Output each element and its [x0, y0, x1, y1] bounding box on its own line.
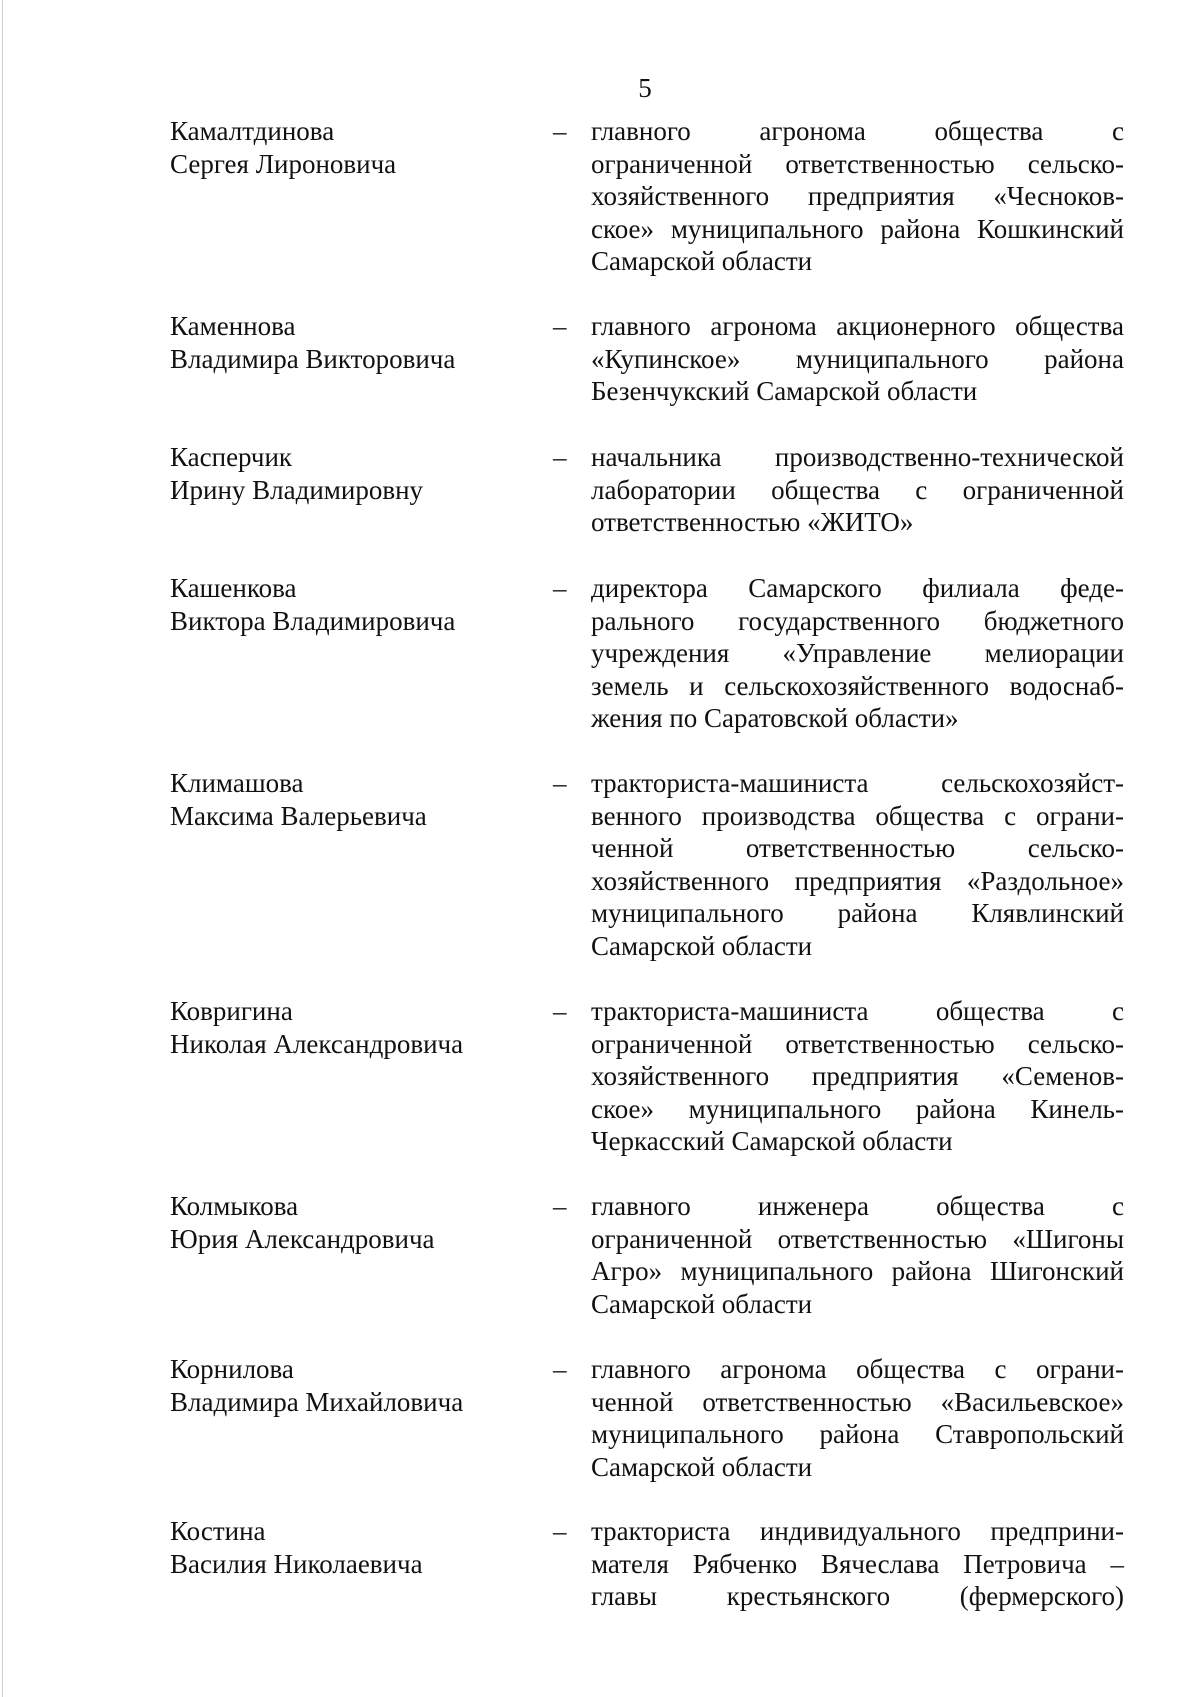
person-name [170, 1190, 530, 1255]
person-surname: Колмыкова [170, 1191, 299, 1221]
person-surname: Каменнова [170, 311, 296, 341]
person-name [170, 995, 530, 1060]
dash-separator: – [553, 996, 567, 1026]
person-surname: Камалтдинова [170, 116, 335, 146]
description-line: ченной ответственностью сельско- [591, 833, 1124, 863]
position-description [591, 995, 1124, 1158]
person-surname: Климашова [170, 768, 304, 798]
description-line: начальника производственно-технической [591, 442, 1124, 472]
person-name [170, 310, 530, 375]
person-surname: Касперчик [170, 442, 293, 472]
person-name [170, 572, 530, 637]
person-surname: Корнилова [170, 1354, 294, 1384]
position-description [591, 1353, 1124, 1483]
person-given-name: Василия Николаевича [170, 1548, 423, 1579]
dash-separator: – [553, 573, 567, 603]
description-line: ограниченной ответственностью сельско- [591, 148, 1124, 179]
description-line: ограниченной ответственностью сельско- [591, 1028, 1124, 1059]
description-line: Агро» муниципального района Шигонский [591, 1256, 1124, 1286]
person-given-name: Николая Александровича [170, 1028, 464, 1059]
description-line: главного инженера общества с [591, 1191, 1124, 1221]
description-line: ское» муниципального района Кошкинский [591, 213, 1124, 244]
position-description [591, 1190, 1124, 1320]
person-surname: Костина [170, 1516, 266, 1546]
description-line: Самарской области [591, 1288, 813, 1319]
person-name [170, 767, 530, 832]
person-given-name: Виктора Владимировича [170, 605, 456, 636]
description-line: Безенчукский Самарской области [591, 376, 978, 406]
dash-separator: – [553, 311, 567, 341]
person-name [170, 1515, 530, 1580]
description-line: рального государственного бюджетного [591, 605, 1124, 636]
person-given-name: Юрия Александровича [170, 1223, 435, 1254]
person-surname: Кашенкова [170, 573, 297, 603]
page-number: 5 [638, 73, 652, 103]
person-given-name: Владимира Михайловича [170, 1386, 464, 1417]
description-line: тракториста индивидуального предприни- [591, 1516, 1124, 1546]
description-line: Самарской области [591, 930, 813, 961]
description-line: венного производства общества с ограни- [591, 800, 1124, 831]
description-line: главного агронома общества с ограни- [591, 1354, 1124, 1384]
person-surname: Ковригина [170, 996, 293, 1026]
person-given-name: Владимира Викторовича [170, 343, 456, 374]
position-description [591, 441, 1124, 539]
person-given-name: Максима Валерьевича [170, 800, 427, 831]
dash-separator: – [553, 1516, 567, 1546]
description-line: Черкасский Самарской области [591, 1126, 953, 1156]
description-line: жения по Саратовской области» [591, 703, 959, 733]
description-line: хозяйственного предприятия «Семенов- [591, 1061, 1124, 1091]
person-given-name: Ирину Владимировну [170, 474, 424, 505]
description-line: ченной ответственностью «Васильевское» [591, 1386, 1124, 1417]
description-line: Самарской области [591, 246, 813, 276]
description-line: ское» муниципального района Кинель- [591, 1093, 1124, 1124]
description-line: земель и сельскохозяйственного водоснаб- [591, 670, 1124, 701]
description-line: ограниченной ответственностью «Шигоны [591, 1223, 1124, 1254]
dash-separator: – [553, 1191, 567, 1221]
description-line: муниципального района Ставропольский [591, 1419, 1124, 1449]
position-description [591, 572, 1124, 735]
dash-separator: – [553, 442, 567, 472]
dash-separator: – [553, 768, 567, 798]
description-line: главы крестьянского (фермерского) [591, 1581, 1124, 1611]
description-line: директора Самарского филиала феде- [591, 573, 1124, 603]
description-line: ответственностью «ЖИТО» [591, 507, 914, 537]
description-line: тракториста-машиниста сельскохозяйст- [591, 768, 1124, 798]
dash-separator: – [553, 1354, 567, 1384]
description-line: муниципального района Клявлинский [591, 898, 1124, 928]
description-line: учреждения «Управление мелиорации [591, 638, 1124, 668]
position-description [591, 1515, 1124, 1613]
person-name [170, 1353, 530, 1418]
description-line: хозяйственного предприятия «Раздольное» [591, 865, 1124, 896]
description-line: «Купинское» муниципального района [591, 343, 1124, 374]
description-line: хозяйственного предприятия «Чесноков- [591, 181, 1124, 211]
description-line: мателя Рябченко Вячеслава Петровича – [591, 1548, 1124, 1579]
dash-separator: – [553, 116, 567, 146]
description-line: тракториста-машиниста общества с [591, 996, 1124, 1026]
description-line: главного агронома общества с [591, 116, 1124, 146]
description-line: главного агронома акционерного общества [591, 311, 1124, 341]
position-description [591, 310, 1124, 408]
description-line: Самарской области [591, 1451, 813, 1482]
position-description [591, 115, 1124, 278]
position-description [591, 767, 1124, 962]
person-name [170, 441, 530, 506]
person-name [170, 115, 530, 180]
person-given-name: Сергея Лироновича [170, 148, 397, 179]
description-line: лаборатории общества с ограниченной [591, 474, 1124, 505]
